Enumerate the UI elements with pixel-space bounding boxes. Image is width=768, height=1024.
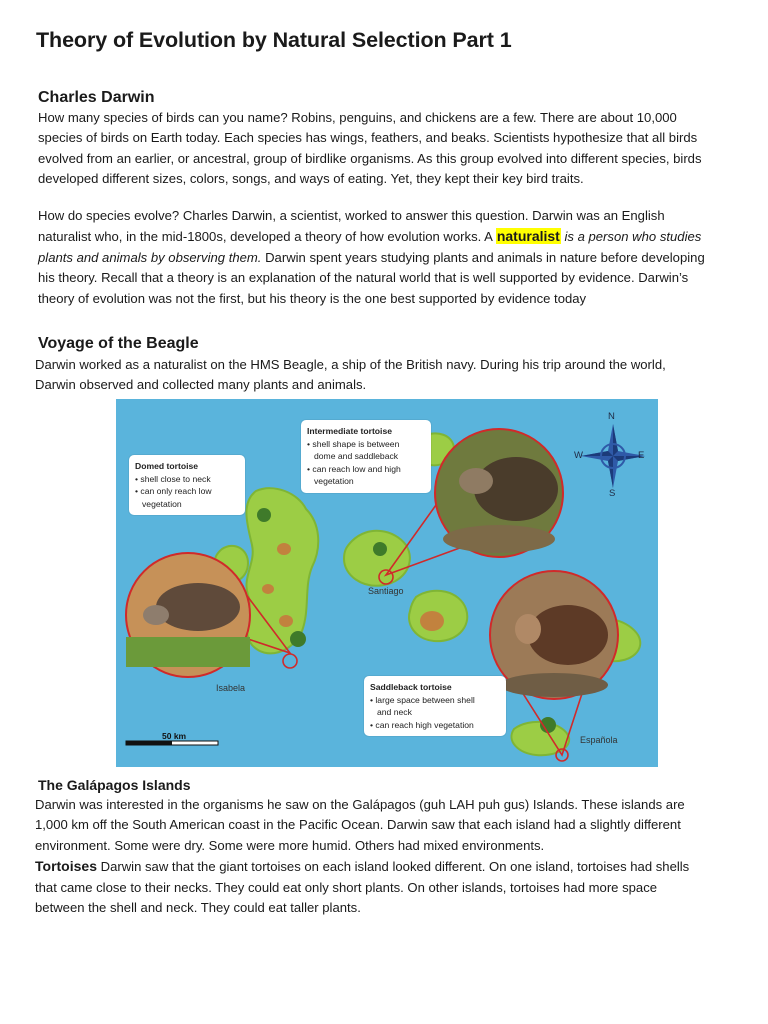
galapagos-map <box>116 399 658 767</box>
darwin-paragraph-2 <box>38 206 705 309</box>
callout-bullet: • shell close to neck <box>135 473 211 484</box>
santiago-island <box>344 531 410 586</box>
callout-bullet: vegetation <box>142 498 182 509</box>
tortoise-photo-intermediate <box>435 429 563 557</box>
text-line: 1,000 km off the South American coast in the Pacific Ocean. Darwin saw that each island had a slightly different <box>35 817 681 833</box>
callout-intermediate-tortoise <box>301 420 431 493</box>
island-label-santiago: Santiago <box>368 586 404 596</box>
scale-bar <box>126 741 218 745</box>
compass-star-inner <box>581 451 613 456</box>
page-title: Theory of Evolution by Natural Selection Part 1 <box>36 28 512 52</box>
galapagos-paragraph <box>35 795 689 918</box>
scale-bar-segment <box>126 741 172 745</box>
crater <box>277 543 291 555</box>
text-line: his theory. Recall that a theory is an explanation of the natural world that is well supported by evidence. Darwin’s <box>38 270 689 286</box>
grass <box>126 637 250 667</box>
tortoise-head <box>515 614 541 644</box>
text-line <box>38 226 705 247</box>
callout-bullet: • can reach low and high <box>307 463 401 474</box>
scale-label: 50 km <box>162 731 187 741</box>
tree <box>257 508 271 522</box>
island-label-isabela: Isabela <box>216 683 246 693</box>
text-line: Darwin observed and collected many plants and animals. <box>35 377 367 393</box>
tortoise-head <box>143 605 169 625</box>
callout-bullet: • can only reach low <box>135 486 212 496</box>
ground <box>443 525 555 553</box>
text-line: that came close to their necks. They could eat only short plants. On other islands, tortoises had more space <box>35 879 658 895</box>
definition-text: is a person who studies <box>560 229 702 245</box>
callout-bullet: vegetation <box>314 476 354 486</box>
marker-domed <box>283 654 297 668</box>
heading-galapagos-islands: The Galápagos Islands <box>38 777 191 793</box>
heading-charles-darwin: Charles Darwin <box>38 89 155 106</box>
heading-voyage-of-the-beagle: Voyage of the Beagle <box>38 335 199 352</box>
tortoise-photo-saddleback <box>490 571 618 699</box>
tortoises-label: Tortoises <box>35 858 97 875</box>
crater <box>420 611 444 631</box>
callout-bullet: • large space between shell <box>370 694 475 705</box>
text-line: evolved from an earlier, or ancestral, group of birdlike organisms. As this group evolved into different species, birds <box>38 150 702 166</box>
compass-star-inner <box>613 424 618 456</box>
text-fragment: Darwin spent years studying plants and animals in nature before developing <box>261 249 705 265</box>
beagle-paragraph <box>35 355 666 396</box>
highlighted-term: naturalist <box>496 228 560 245</box>
definition-text: plants and animals by observing them. <box>38 249 262 265</box>
compass-rose <box>581 424 645 488</box>
callout-bullet: dome and saddleback <box>314 451 399 461</box>
text-fragment: Darwin saw that the giant tortoises on each island looked different. On one island, tortoises had shells <box>96 859 690 875</box>
compass-south-label: S <box>609 488 616 499</box>
callout-title: Intermediate tortoise <box>307 426 393 436</box>
island-label-espanola: Española <box>580 735 618 745</box>
callout-title: Domed tortoise <box>135 461 199 471</box>
ground <box>500 673 608 697</box>
tree <box>290 631 306 647</box>
text-line: developed different sizes, colors, songs, and ways of eating. Yet, they kept their key bird traits. <box>38 171 584 187</box>
text-line: environment. Some were dry. Some were more humid. Others had mixed environments. <box>35 837 545 853</box>
text-line <box>35 856 689 877</box>
compass-east-label: E <box>638 450 645 461</box>
callout-bullet: • shell shape is between <box>307 438 400 449</box>
compass-north-label: N <box>608 411 615 422</box>
text-line: species of birds on Earth today. Each species has wings, feathers, and beaks. Scientists hypothesize that all birds <box>38 130 698 146</box>
text-line <box>38 248 705 268</box>
text-line: theory of evolution was not the first, but his theory is the one best supported by evidence today <box>38 290 587 306</box>
text-line: How do species evolve? Charles Darwin, a scientist, worked to answer this question. Darwin was an English <box>38 208 665 223</box>
tortoise-head <box>459 468 493 494</box>
callout-bullet: and neck <box>377 707 412 717</box>
compass-star-inner <box>608 456 613 488</box>
tortoise-shell <box>528 605 608 665</box>
callout-bullet: • can reach high vegetation <box>370 719 474 730</box>
tree <box>373 542 387 556</box>
text-line: Darwin worked as a naturalist on the HMS Beagle, a ship of the British navy. During his trip around the world, <box>35 357 666 372</box>
text-line: Darwin was interested in the organisms he saw on the Galápagos (guh LAH puh gus) Islands. These islands are <box>35 797 685 812</box>
isabela-island <box>246 488 318 653</box>
crater <box>262 584 274 594</box>
compass-west-label: W <box>574 450 583 461</box>
callout-title: Saddleback tortoise <box>370 682 452 692</box>
text-line: How many species of birds can you name? Robins, penguins, and chickens are a few. There are about 10,000 <box>38 110 677 125</box>
tortoise-shell <box>156 583 240 631</box>
darwin-paragraph-1 <box>38 108 702 190</box>
crater <box>279 615 293 627</box>
callout-domed-tortoise <box>129 455 245 515</box>
text-line: between the shell and neck. They could eat taller plants. <box>35 900 361 916</box>
text-fragment: naturalist who, in the mid-1800s, developed a theory of how evolution works. A <box>38 229 496 245</box>
tortoise-photo-domed <box>126 553 250 677</box>
callout-saddleback-tortoise <box>364 676 506 736</box>
